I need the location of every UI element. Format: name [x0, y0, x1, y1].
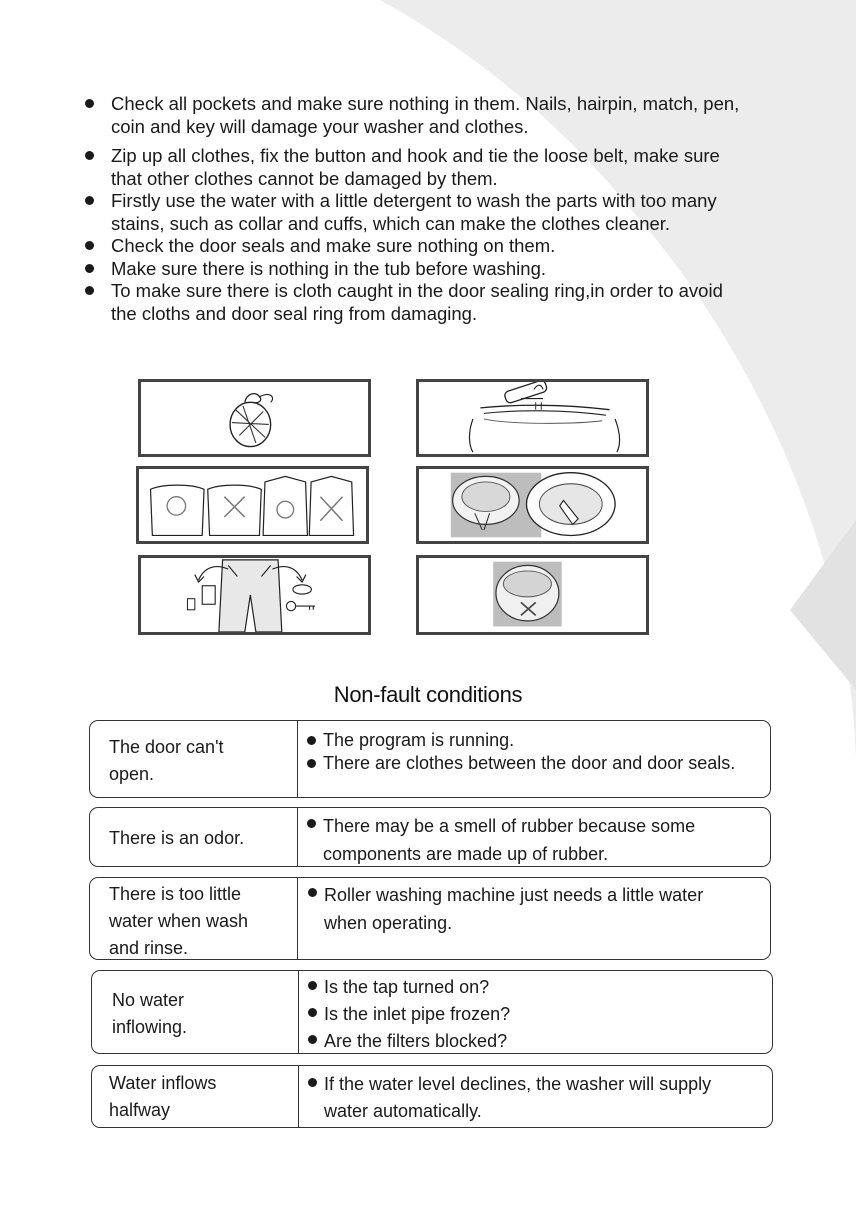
- condition-label: No water inflowing.: [112, 990, 188, 1037]
- row-divider: [298, 971, 299, 1053]
- illustration-drum-check: [416, 555, 649, 635]
- instruction-item: Make sure there is nothing in the tub before washing.: [84, 258, 744, 281]
- condition-row: [91, 970, 773, 1054]
- cause-list: [308, 1071, 748, 1125]
- condition-row: [89, 807, 771, 867]
- cause-item: Is the tap turned on?: [308, 974, 748, 1001]
- section-title: Non-fault conditions: [333, 682, 523, 707]
- cause-list: [308, 974, 748, 1055]
- condition-label: The door can't open.: [109, 737, 224, 784]
- row-divider: [298, 1066, 299, 1127]
- instruction-item: Firstly use the water with a little detergent to wash the parts with too many stains, such as collar and cuffs, which can make the clothes cleaner.: [84, 190, 744, 235]
- instruction-item: To make sure there is cloth caught in the door sealing ring,in order to avoid the cloths and door seal ring from damaging.: [84, 280, 744, 325]
- illustration-empty-pockets: [138, 555, 371, 635]
- cause-list: [307, 729, 747, 774]
- condition-label: Water inflows halfway: [109, 1073, 217, 1120]
- cause-item: There are clothes between the door and door seals.: [307, 752, 747, 775]
- cause-list: [307, 812, 747, 868]
- preparation-instructions: [84, 93, 744, 325]
- condition-label: There is too little water when wash and rinse.: [109, 884, 249, 958]
- condition-row: [91, 1065, 773, 1128]
- row-divider: [297, 721, 298, 797]
- cause-item: There may be a smell of rubber because some components are made up of rubber.: [307, 812, 747, 868]
- row-divider: [297, 808, 298, 866]
- cause-item: The program is running.: [307, 729, 747, 752]
- condition-row: [89, 720, 771, 798]
- row-divider: [297, 878, 298, 959]
- cause-item: Are the filters blocked?: [308, 1028, 748, 1055]
- cause-item: If the water level declines, the washer will supply water automatically.: [308, 1071, 748, 1125]
- cause-list: [308, 881, 748, 937]
- instruction-item: Check the door seals and make sure nothing on them.: [84, 235, 744, 258]
- illustration-zip-clothes: [136, 466, 369, 544]
- illustration-laundry-bag: [138, 379, 371, 457]
- cause-item: Roller washing machine just needs a little water when operating.: [308, 881, 748, 937]
- instruction-item: Zip up all clothes, fix the button and hook and tie the loose belt, make sure that other clothes cannot be damaged by them.: [84, 145, 744, 190]
- condition-label: There is an odor.: [109, 828, 245, 848]
- cause-item: Is the inlet pipe frozen?: [308, 1001, 748, 1028]
- illustration-door-seal: [416, 466, 649, 544]
- instruction-item: Check all pockets and make sure nothing in them. Nails, hairpin, match, pen, coin and key will damage your washer and clothes.: [84, 93, 744, 138]
- illustration-detergent-collar: [416, 379, 649, 457]
- condition-row: [89, 877, 771, 960]
